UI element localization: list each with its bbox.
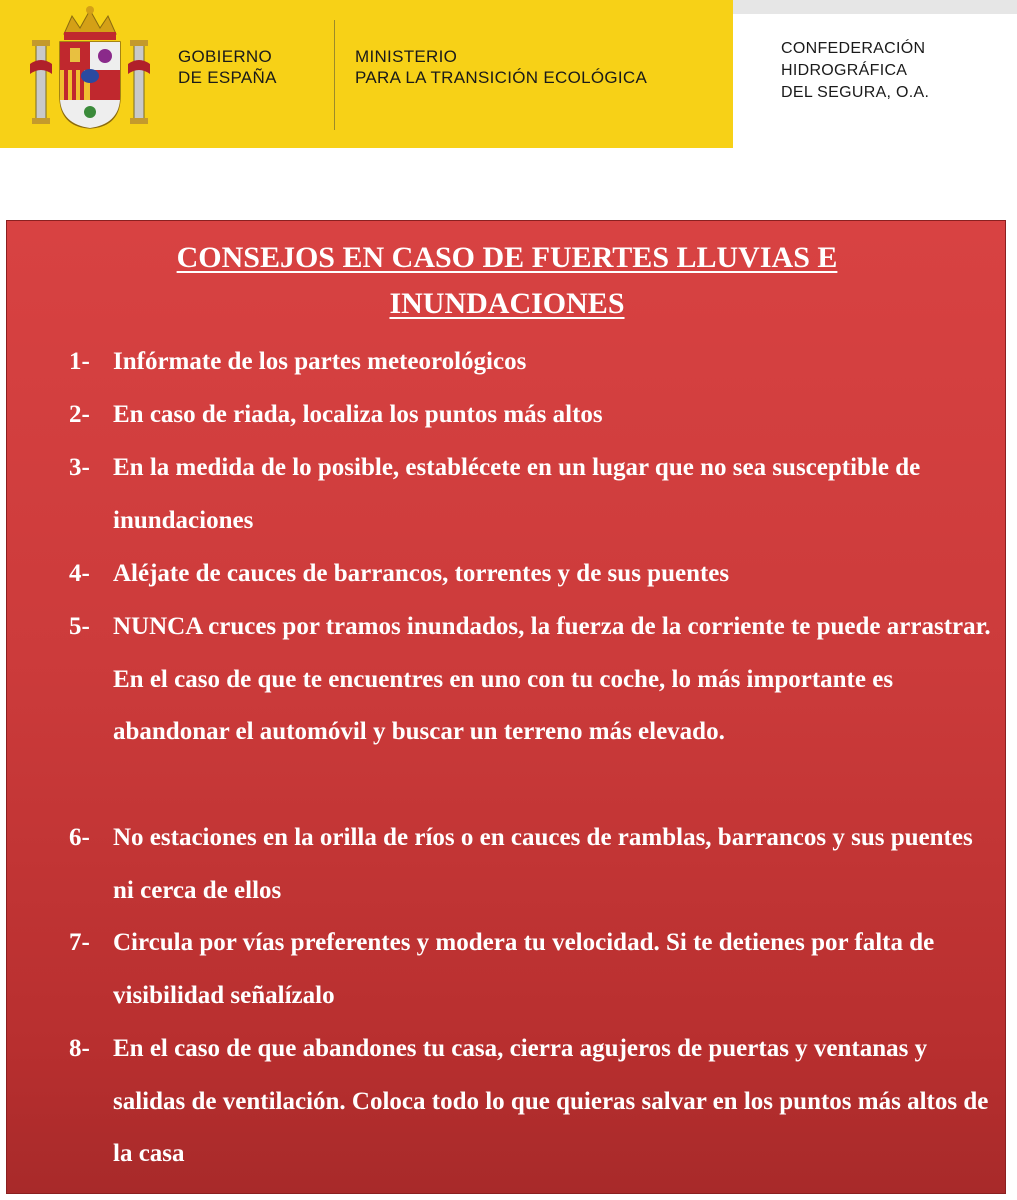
advice-panel [6,220,1006,1194]
tip-text: NUNCA cruces por tramos inundados, la fuerza de la corriente te puede arrastrar. En el caso de que te encuentres en uno con tu coche, lo más importante es abandonar el automóvil y buscar un terreno más elevado. [113,613,991,745]
tip-number: 3- [69,454,90,481]
tip-text: Circula por vías preferentes y modera tu velocidad. Si te detienes por falta de visibilidad señalízalo [113,929,935,1009]
tips-list [7,221,1007,1195]
tip-text: En la medida de lo posible, establécete en un lugar que no sea susceptible de inundaciones [113,454,921,534]
confederacion-label: CONFEDERACIÓN HIDROGRÁFICA DEL SEGURA, O.A. [781,40,930,101]
gobierno-espana-label: GOBIERNO DE ESPAÑA [178,47,277,87]
tip-text: En caso de riada, localiza los puntos más altos [113,401,603,428]
tip-number: 5- [69,613,90,640]
tip-number: 2- [69,401,90,428]
tip-number: 6- [69,824,90,851]
tip-text: En el caso de que abandones tu casa, cierra agujeros de puertas y ventanas y salidas de ventilación. Coloca todo lo que quieras salvar en los puntos más altos de la casa [113,1035,989,1167]
coat-of-arms-icon [22,4,158,132]
tip-number: 1- [69,348,90,375]
panel-title-line-2: INUNDACIONES [389,287,625,320]
tip-text: Infórmate de los partes meteorológicos [113,348,527,375]
tip-text: Aléjate de cauces de barrancos, torrentes y de sus puentes [113,560,730,587]
ministerio-label: MINISTERIO PARA LA TRANSICIÓN ECOLÓGICA [355,47,648,87]
tip-text: No estaciones en la orilla de ríos o en cauces de ramblas, barrancos y sus puentes ni cerca de ellos [113,824,973,904]
tip-number: 4- [69,560,90,587]
panel-title-line-1: CONSEJOS EN CASO DE FUERTES LLUVIAS E [176,241,838,274]
header-divider [334,20,335,130]
tip-number: 8- [69,1035,90,1062]
header-gray-strip [733,0,1017,14]
tip-number: 7- [69,929,90,956]
